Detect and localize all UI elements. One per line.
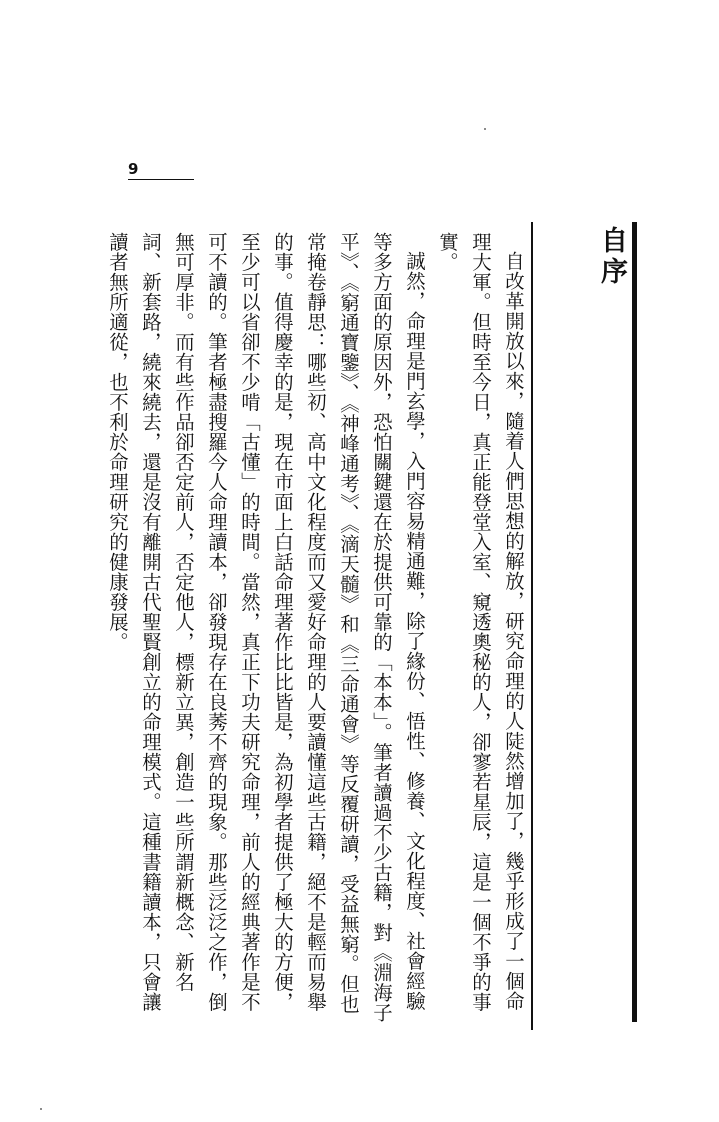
page-number: 9	[128, 160, 139, 178]
scan-speck	[40, 1108, 42, 1110]
scan-speck	[484, 128, 486, 130]
paragraph: 誠然，命理是門玄學，入門容易精通難，除了緣份、悟性、修養、文化程度、社會經驗等多方面的原因外，恐怕關鍵還在於提供可靠的「本本」。筆者讀過不少古籍，對《淵海子平》、《窮通寶鑒》、《神峰通考》、《滴天髓》和《三命通會》等反覆研讀，受益無窮。但也常掩卷靜思：哪些初、高中文化程度而又愛好命理的人要讀懂這些古籍，絕不是輕而易舉的事。值得慶幸的是，現在市面上白話命理著作比比皆是，為初學者提供了極大的方便，至少可以省卻不少啃「古懂」的時間。當然，真正下功夫研究命理，前人的經典著作是不可不讀的。筆者極盡搜羅今人命理讀本，卻發現存在良莠不齊的現象。那些泛泛之作，倒無可厚非。而有些作品卻否定前人，否定他人，標新立異，創造一些所謂新概念、新名詞、新套路，繞來繞去，還是沒有離開古代聖賢創立的命理模式。這種書籍讀本，只會讓讀者無所適從，也不利於命理研究的健康發展。	[106, 232, 426, 1023]
page-number-rule	[128, 179, 194, 180]
paragraph: 自改革開放以來，隨着人們思想的解放，研究命理的人陡然增加了，幾乎形成了一個命理大軍。但時至今日，真正能登堂入室、窺透奧秘的人，卻寥若星辰，這是一個不爭的事實。	[436, 232, 525, 1012]
chapter-title: 自序	[596, 226, 627, 288]
text-rule	[531, 222, 533, 1030]
preface-body	[106, 232, 530, 1027]
title-rule	[632, 222, 637, 1022]
